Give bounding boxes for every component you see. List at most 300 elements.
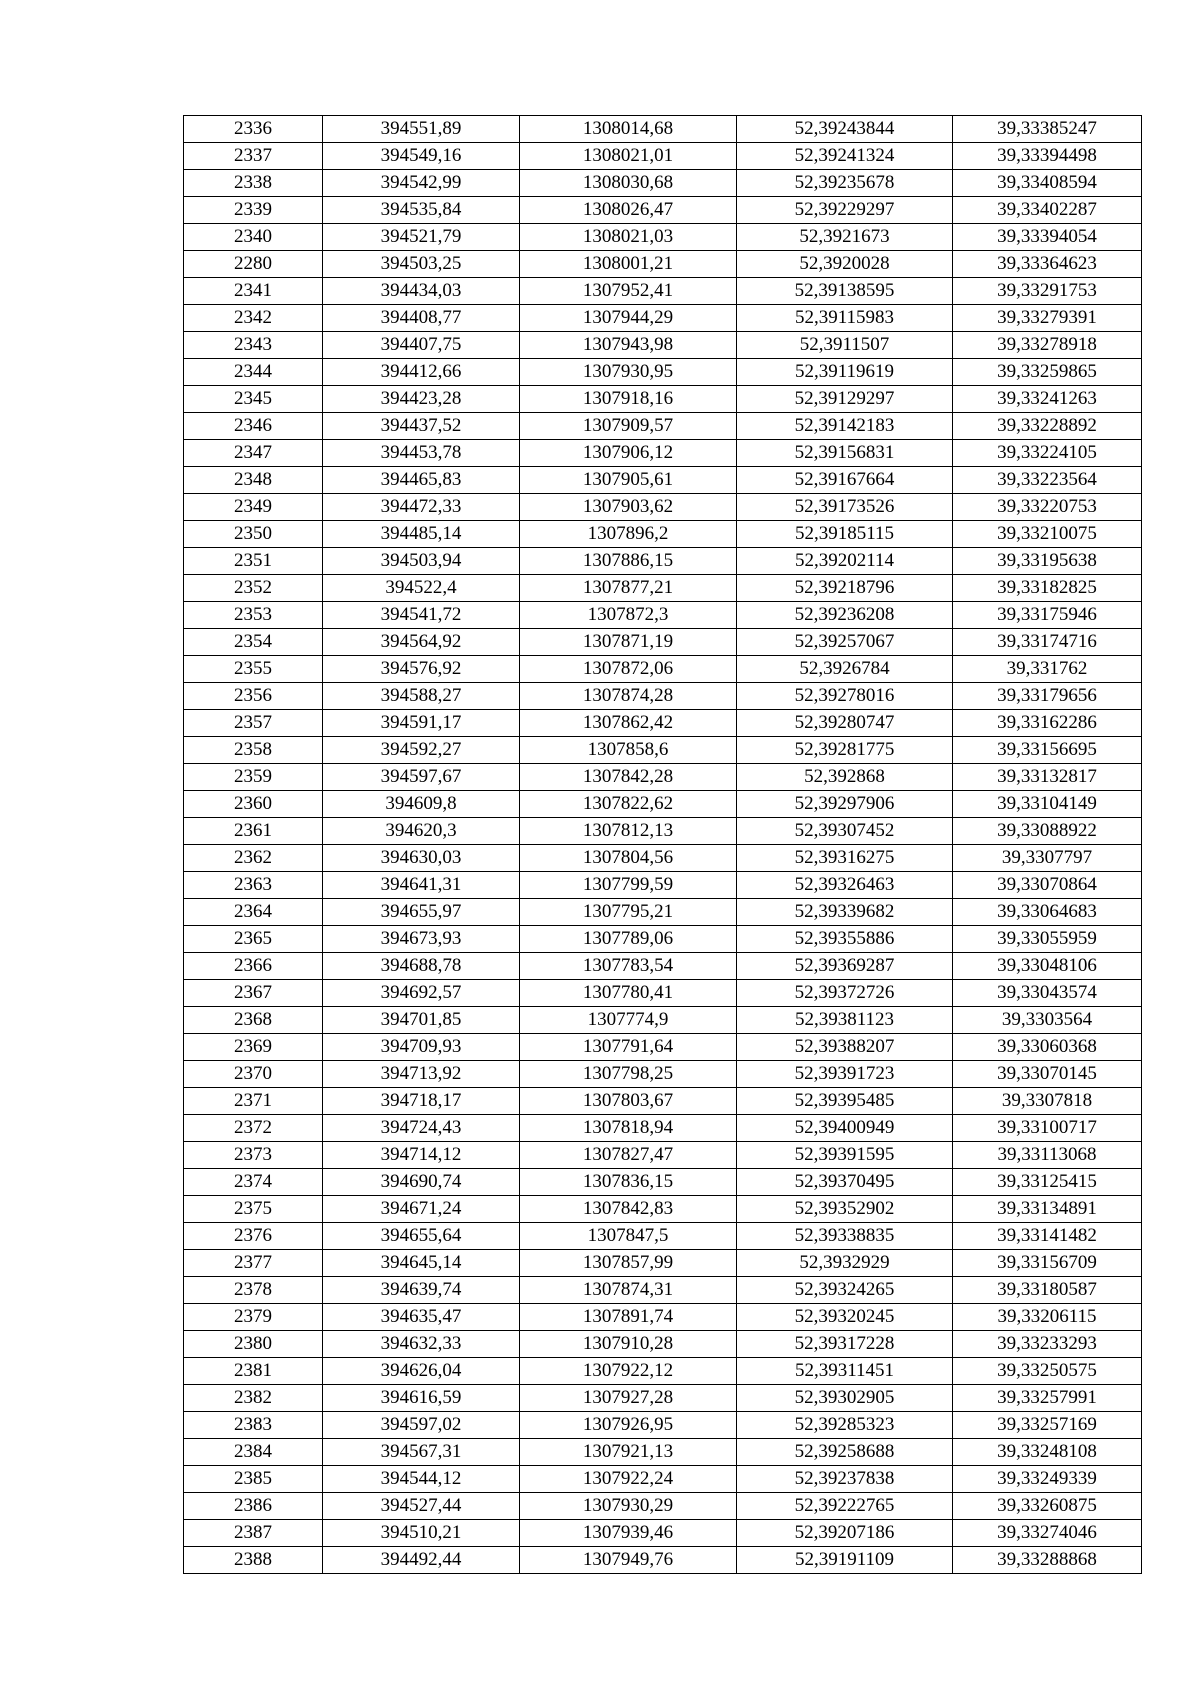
table-row (184, 1196, 1142, 1223)
x-coordinate-cell: 394408,77 (323, 305, 520, 332)
point-number-cell: 2359 (184, 764, 323, 791)
table-row (184, 359, 1142, 386)
point-number-cell: 2339 (184, 197, 323, 224)
y-coordinate-cell: 1307874,31 (520, 1277, 737, 1304)
latitude-cell: 52,39280747 (737, 710, 953, 737)
longitude-cell: 39,33104149 (953, 791, 1142, 818)
longitude-cell: 39,33043574 (953, 980, 1142, 1007)
point-number-cell: 2356 (184, 683, 323, 710)
table-row (184, 251, 1142, 278)
point-number-cell: 2381 (184, 1358, 323, 1385)
point-number-cell: 2366 (184, 953, 323, 980)
x-coordinate-cell: 394492,44 (323, 1547, 520, 1574)
latitude-cell: 52,39229297 (737, 197, 953, 224)
point-number-cell: 2352 (184, 575, 323, 602)
x-coordinate-cell: 394591,17 (323, 710, 520, 737)
x-coordinate-cell: 394527,44 (323, 1493, 520, 1520)
longitude-cell: 39,33132817 (953, 764, 1142, 791)
x-coordinate-cell: 394407,75 (323, 332, 520, 359)
longitude-cell: 39,33125415 (953, 1169, 1142, 1196)
table-row (184, 440, 1142, 467)
y-coordinate-cell: 1307918,16 (520, 386, 737, 413)
point-number-cell: 2341 (184, 278, 323, 305)
point-number-cell: 2375 (184, 1196, 323, 1223)
latitude-cell: 52,39185115 (737, 521, 953, 548)
latitude-cell: 52,39297906 (737, 791, 953, 818)
longitude-cell: 39,33174716 (953, 629, 1142, 656)
x-coordinate-cell: 394718,17 (323, 1088, 520, 1115)
latitude-cell: 52,39222765 (737, 1493, 953, 1520)
longitude-cell: 39,3303564 (953, 1007, 1142, 1034)
y-coordinate-cell: 1307943,98 (520, 332, 737, 359)
table-row (184, 791, 1142, 818)
longitude-cell: 39,33179656 (953, 683, 1142, 710)
latitude-cell: 52,39339682 (737, 899, 953, 926)
latitude-cell: 52,39257067 (737, 629, 953, 656)
longitude-cell: 39,33223564 (953, 467, 1142, 494)
longitude-cell: 39,33288868 (953, 1547, 1142, 1574)
table-row (184, 305, 1142, 332)
coordinates-table (183, 115, 1142, 1574)
longitude-cell: 39,33241263 (953, 386, 1142, 413)
latitude-cell: 52,39326463 (737, 872, 953, 899)
point-number-cell: 2372 (184, 1115, 323, 1142)
table-row (184, 710, 1142, 737)
table-row (184, 953, 1142, 980)
latitude-cell: 52,39191109 (737, 1547, 953, 1574)
point-number-cell: 2347 (184, 440, 323, 467)
table-row (184, 575, 1142, 602)
point-number-cell: 2368 (184, 1007, 323, 1034)
table-row (184, 170, 1142, 197)
point-number-cell: 2364 (184, 899, 323, 926)
x-coordinate-cell: 394626,04 (323, 1358, 520, 1385)
latitude-cell: 52,39285323 (737, 1412, 953, 1439)
table-row (184, 926, 1142, 953)
longitude-cell: 39,33048106 (953, 953, 1142, 980)
y-coordinate-cell: 1307909,57 (520, 413, 737, 440)
x-coordinate-cell: 394544,12 (323, 1466, 520, 1493)
longitude-cell: 39,331762 (953, 656, 1142, 683)
y-coordinate-cell: 1307818,94 (520, 1115, 737, 1142)
point-number-cell: 2369 (184, 1034, 323, 1061)
y-coordinate-cell: 1307910,28 (520, 1331, 737, 1358)
latitude-cell: 52,39317228 (737, 1331, 953, 1358)
longitude-cell: 39,33408594 (953, 170, 1142, 197)
table-row (184, 1169, 1142, 1196)
longitude-cell: 39,33180587 (953, 1277, 1142, 1304)
longitude-cell: 39,33055959 (953, 926, 1142, 953)
longitude-cell: 39,33141482 (953, 1223, 1142, 1250)
x-coordinate-cell: 394688,78 (323, 953, 520, 980)
point-number-cell: 2374 (184, 1169, 323, 1196)
y-coordinate-cell: 1307922,12 (520, 1358, 737, 1385)
y-coordinate-cell: 1307949,76 (520, 1547, 737, 1574)
y-coordinate-cell: 1307906,12 (520, 440, 737, 467)
point-number-cell: 2379 (184, 1304, 323, 1331)
longitude-cell: 39,33228892 (953, 413, 1142, 440)
x-coordinate-cell: 394645,14 (323, 1250, 520, 1277)
longitude-cell: 39,33257991 (953, 1385, 1142, 1412)
table-row (184, 1034, 1142, 1061)
table-row (184, 980, 1142, 1007)
x-coordinate-cell: 394632,33 (323, 1331, 520, 1358)
latitude-cell: 52,39278016 (737, 683, 953, 710)
longitude-cell: 39,33134891 (953, 1196, 1142, 1223)
y-coordinate-cell: 1307886,15 (520, 548, 737, 575)
x-coordinate-cell: 394588,27 (323, 683, 520, 710)
longitude-cell: 39,33274046 (953, 1520, 1142, 1547)
longitude-cell: 39,33259865 (953, 359, 1142, 386)
y-coordinate-cell: 1307780,41 (520, 980, 737, 1007)
x-coordinate-cell: 394692,57 (323, 980, 520, 1007)
latitude-cell: 52,39370495 (737, 1169, 953, 1196)
latitude-cell: 52,39167664 (737, 467, 953, 494)
longitude-cell: 39,33070864 (953, 872, 1142, 899)
y-coordinate-cell: 1307952,41 (520, 278, 737, 305)
longitude-cell: 39,3307797 (953, 845, 1142, 872)
x-coordinate-cell: 394639,74 (323, 1277, 520, 1304)
latitude-cell: 52,39388207 (737, 1034, 953, 1061)
latitude-cell: 52,39156831 (737, 440, 953, 467)
y-coordinate-cell: 1307939,46 (520, 1520, 737, 1547)
latitude-cell: 52,39115983 (737, 305, 953, 332)
point-number-cell: 2349 (184, 494, 323, 521)
y-coordinate-cell: 1307921,13 (520, 1439, 737, 1466)
table-row (184, 1520, 1142, 1547)
point-number-cell: 2343 (184, 332, 323, 359)
latitude-cell: 52,3911507 (737, 332, 953, 359)
latitude-cell: 52,39258688 (737, 1439, 953, 1466)
point-number-cell: 2338 (184, 170, 323, 197)
point-number-cell: 2387 (184, 1520, 323, 1547)
longitude-cell: 39,33088922 (953, 818, 1142, 845)
table-row (184, 737, 1142, 764)
latitude-cell: 52,39391595 (737, 1142, 953, 1169)
x-coordinate-cell: 394630,03 (323, 845, 520, 872)
table-row (184, 872, 1142, 899)
table-row (184, 413, 1142, 440)
latitude-cell: 52,39243844 (737, 116, 953, 143)
longitude-cell: 39,33162286 (953, 710, 1142, 737)
x-coordinate-cell: 394576,92 (323, 656, 520, 683)
x-coordinate-cell: 394597,67 (323, 764, 520, 791)
y-coordinate-cell: 1307804,56 (520, 845, 737, 872)
x-coordinate-cell: 394713,92 (323, 1061, 520, 1088)
point-number-cell: 2345 (184, 386, 323, 413)
y-coordinate-cell: 1307872,3 (520, 602, 737, 629)
longitude-cell: 39,33070145 (953, 1061, 1142, 1088)
y-coordinate-cell: 1307896,2 (520, 521, 737, 548)
point-number-cell: 2350 (184, 521, 323, 548)
point-number-cell: 2360 (184, 791, 323, 818)
longitude-cell: 39,33402287 (953, 197, 1142, 224)
point-number-cell: 2362 (184, 845, 323, 872)
latitude-cell: 52,39400949 (737, 1115, 953, 1142)
latitude-cell: 52,39381123 (737, 1007, 953, 1034)
longitude-cell: 39,33257169 (953, 1412, 1142, 1439)
latitude-cell: 52,39207186 (737, 1520, 953, 1547)
y-coordinate-cell: 1308001,21 (520, 251, 737, 278)
x-coordinate-cell: 394609,8 (323, 791, 520, 818)
table-row (184, 1304, 1142, 1331)
point-number-cell: 2280 (184, 251, 323, 278)
table-row (184, 656, 1142, 683)
table-row (184, 332, 1142, 359)
longitude-cell: 39,33249339 (953, 1466, 1142, 1493)
table-row (184, 224, 1142, 251)
latitude-cell: 52,39338835 (737, 1223, 953, 1250)
point-number-cell: 2336 (184, 116, 323, 143)
latitude-cell: 52,39129297 (737, 386, 953, 413)
point-number-cell: 2385 (184, 1466, 323, 1493)
longitude-cell: 39,33113068 (953, 1142, 1142, 1169)
table-row (184, 1439, 1142, 1466)
y-coordinate-cell: 1307842,83 (520, 1196, 737, 1223)
point-number-cell: 2363 (184, 872, 323, 899)
y-coordinate-cell: 1307822,62 (520, 791, 737, 818)
longitude-cell: 39,33394498 (953, 143, 1142, 170)
longitude-cell: 39,33182825 (953, 575, 1142, 602)
y-coordinate-cell: 1307926,95 (520, 1412, 737, 1439)
x-coordinate-cell: 394551,89 (323, 116, 520, 143)
x-coordinate-cell: 394453,78 (323, 440, 520, 467)
table-row (184, 1088, 1142, 1115)
y-coordinate-cell: 1308030,68 (520, 170, 737, 197)
table-row (184, 143, 1142, 170)
longitude-cell: 39,33224105 (953, 440, 1142, 467)
x-coordinate-cell: 394690,74 (323, 1169, 520, 1196)
x-coordinate-cell: 394592,27 (323, 737, 520, 764)
longitude-cell: 39,33279391 (953, 305, 1142, 332)
y-coordinate-cell: 1307891,74 (520, 1304, 737, 1331)
latitude-cell: 52,392868 (737, 764, 953, 791)
table-row (184, 116, 1142, 143)
table-row (184, 1385, 1142, 1412)
table-row (184, 818, 1142, 845)
y-coordinate-cell: 1308026,47 (520, 197, 737, 224)
latitude-cell: 52,3921673 (737, 224, 953, 251)
latitude-cell: 52,39355886 (737, 926, 953, 953)
point-number-cell: 2365 (184, 926, 323, 953)
point-number-cell: 2388 (184, 1547, 323, 1574)
y-coordinate-cell: 1307877,21 (520, 575, 737, 602)
x-coordinate-cell: 394472,33 (323, 494, 520, 521)
table-row (184, 1007, 1142, 1034)
longitude-cell: 39,33175946 (953, 602, 1142, 629)
table-row (184, 602, 1142, 629)
table-row (184, 1412, 1142, 1439)
y-coordinate-cell: 1307903,62 (520, 494, 737, 521)
longitude-cell: 39,33233293 (953, 1331, 1142, 1358)
point-number-cell: 2354 (184, 629, 323, 656)
latitude-cell: 52,39218796 (737, 575, 953, 602)
table-row (184, 1223, 1142, 1250)
point-number-cell: 2377 (184, 1250, 323, 1277)
point-number-cell: 2358 (184, 737, 323, 764)
point-number-cell: 2344 (184, 359, 323, 386)
latitude-cell: 52,39391723 (737, 1061, 953, 1088)
y-coordinate-cell: 1307857,99 (520, 1250, 737, 1277)
table-row (184, 1277, 1142, 1304)
latitude-cell: 52,39369287 (737, 953, 953, 980)
table-row (184, 1250, 1142, 1277)
point-number-cell: 2384 (184, 1439, 323, 1466)
longitude-cell: 39,33248108 (953, 1439, 1142, 1466)
latitude-cell: 52,3926784 (737, 656, 953, 683)
table-row (184, 1142, 1142, 1169)
point-number-cell: 2380 (184, 1331, 323, 1358)
point-number-cell: 2351 (184, 548, 323, 575)
x-coordinate-cell: 394724,43 (323, 1115, 520, 1142)
table-row (184, 845, 1142, 872)
longitude-cell: 39,33220753 (953, 494, 1142, 521)
longitude-cell: 39,33291753 (953, 278, 1142, 305)
table-row (184, 683, 1142, 710)
point-number-cell: 2382 (184, 1385, 323, 1412)
y-coordinate-cell: 1307944,29 (520, 305, 737, 332)
coordinates-table-body (184, 116, 1142, 1574)
x-coordinate-cell: 394503,25 (323, 251, 520, 278)
x-coordinate-cell: 394567,31 (323, 1439, 520, 1466)
table-row (184, 1466, 1142, 1493)
y-coordinate-cell: 1307874,28 (520, 683, 737, 710)
point-number-cell: 2386 (184, 1493, 323, 1520)
x-coordinate-cell: 394620,3 (323, 818, 520, 845)
longitude-cell: 39,33195638 (953, 548, 1142, 575)
latitude-cell: 52,39241324 (737, 143, 953, 170)
table-row (184, 494, 1142, 521)
latitude-cell: 52,39324265 (737, 1277, 953, 1304)
latitude-cell: 52,39395485 (737, 1088, 953, 1115)
point-number-cell: 2355 (184, 656, 323, 683)
longitude-cell: 39,33156709 (953, 1250, 1142, 1277)
y-coordinate-cell: 1307791,64 (520, 1034, 737, 1061)
latitude-cell: 52,39142183 (737, 413, 953, 440)
x-coordinate-cell: 394542,99 (323, 170, 520, 197)
y-coordinate-cell: 1307799,59 (520, 872, 737, 899)
latitude-cell: 52,39202114 (737, 548, 953, 575)
longitude-cell: 39,33100717 (953, 1115, 1142, 1142)
y-coordinate-cell: 1307847,5 (520, 1223, 737, 1250)
point-number-cell: 2348 (184, 467, 323, 494)
longitude-cell: 39,33278918 (953, 332, 1142, 359)
x-coordinate-cell: 394709,93 (323, 1034, 520, 1061)
x-coordinate-cell: 394671,24 (323, 1196, 520, 1223)
table-row (184, 521, 1142, 548)
table-row (184, 1547, 1142, 1574)
x-coordinate-cell: 394485,14 (323, 521, 520, 548)
y-coordinate-cell: 1307827,47 (520, 1142, 737, 1169)
x-coordinate-cell: 394714,12 (323, 1142, 520, 1169)
x-coordinate-cell: 394673,93 (323, 926, 520, 953)
y-coordinate-cell: 1307858,6 (520, 737, 737, 764)
longitude-cell: 39,33064683 (953, 899, 1142, 926)
y-coordinate-cell: 1307842,28 (520, 764, 737, 791)
y-coordinate-cell: 1307836,15 (520, 1169, 737, 1196)
x-coordinate-cell: 394541,72 (323, 602, 520, 629)
table-row (184, 764, 1142, 791)
x-coordinate-cell: 394564,92 (323, 629, 520, 656)
x-coordinate-cell: 394465,83 (323, 467, 520, 494)
longitude-cell: 39,3307818 (953, 1088, 1142, 1115)
y-coordinate-cell: 1308014,68 (520, 116, 737, 143)
latitude-cell: 52,39237838 (737, 1466, 953, 1493)
y-coordinate-cell: 1307930,29 (520, 1493, 737, 1520)
table-row (184, 1493, 1142, 1520)
y-coordinate-cell: 1307871,19 (520, 629, 737, 656)
x-coordinate-cell: 394423,28 (323, 386, 520, 413)
point-number-cell: 2337 (184, 143, 323, 170)
point-number-cell: 2353 (184, 602, 323, 629)
table-row (184, 386, 1142, 413)
y-coordinate-cell: 1307795,21 (520, 899, 737, 926)
longitude-cell: 39,33156695 (953, 737, 1142, 764)
point-number-cell: 2373 (184, 1142, 323, 1169)
x-coordinate-cell: 394655,64 (323, 1223, 520, 1250)
longitude-cell: 39,33210075 (953, 521, 1142, 548)
table-row (184, 197, 1142, 224)
y-coordinate-cell: 1307862,42 (520, 710, 737, 737)
latitude-cell: 52,3932929 (737, 1250, 953, 1277)
x-coordinate-cell: 394521,79 (323, 224, 520, 251)
y-coordinate-cell: 1307872,06 (520, 656, 737, 683)
x-coordinate-cell: 394635,47 (323, 1304, 520, 1331)
table-row (184, 548, 1142, 575)
point-number-cell: 2342 (184, 305, 323, 332)
latitude-cell: 52,39372726 (737, 980, 953, 1007)
point-number-cell: 2367 (184, 980, 323, 1007)
y-coordinate-cell: 1307922,24 (520, 1466, 737, 1493)
longitude-cell: 39,33385247 (953, 116, 1142, 143)
x-coordinate-cell: 394597,02 (323, 1412, 520, 1439)
longitude-cell: 39,33250575 (953, 1358, 1142, 1385)
x-coordinate-cell: 394641,31 (323, 872, 520, 899)
latitude-cell: 52,39311451 (737, 1358, 953, 1385)
longitude-cell: 39,33260875 (953, 1493, 1142, 1520)
longitude-cell: 39,33206115 (953, 1304, 1142, 1331)
y-coordinate-cell: 1307789,06 (520, 926, 737, 953)
y-coordinate-cell: 1307783,54 (520, 953, 737, 980)
latitude-cell: 52,39236208 (737, 602, 953, 629)
y-coordinate-cell: 1307774,9 (520, 1007, 737, 1034)
y-coordinate-cell: 1307798,25 (520, 1061, 737, 1088)
table-row (184, 1061, 1142, 1088)
latitude-cell: 52,39281775 (737, 737, 953, 764)
x-coordinate-cell: 394701,85 (323, 1007, 520, 1034)
table-row (184, 899, 1142, 926)
point-number-cell: 2370 (184, 1061, 323, 1088)
latitude-cell: 52,39352902 (737, 1196, 953, 1223)
x-coordinate-cell: 394535,84 (323, 197, 520, 224)
point-number-cell: 2361 (184, 818, 323, 845)
x-coordinate-cell: 394522,4 (323, 575, 520, 602)
table-row (184, 278, 1142, 305)
x-coordinate-cell: 394503,94 (323, 548, 520, 575)
table-row (184, 1358, 1142, 1385)
longitude-cell: 39,33060368 (953, 1034, 1142, 1061)
y-coordinate-cell: 1307927,28 (520, 1385, 737, 1412)
point-number-cell: 2340 (184, 224, 323, 251)
y-coordinate-cell: 1307803,67 (520, 1088, 737, 1115)
table-row (184, 467, 1142, 494)
x-coordinate-cell: 394655,97 (323, 899, 520, 926)
latitude-cell: 52,39316275 (737, 845, 953, 872)
y-coordinate-cell: 1307930,95 (520, 359, 737, 386)
x-coordinate-cell: 394437,52 (323, 413, 520, 440)
latitude-cell: 52,39307452 (737, 818, 953, 845)
latitude-cell: 52,3920028 (737, 251, 953, 278)
